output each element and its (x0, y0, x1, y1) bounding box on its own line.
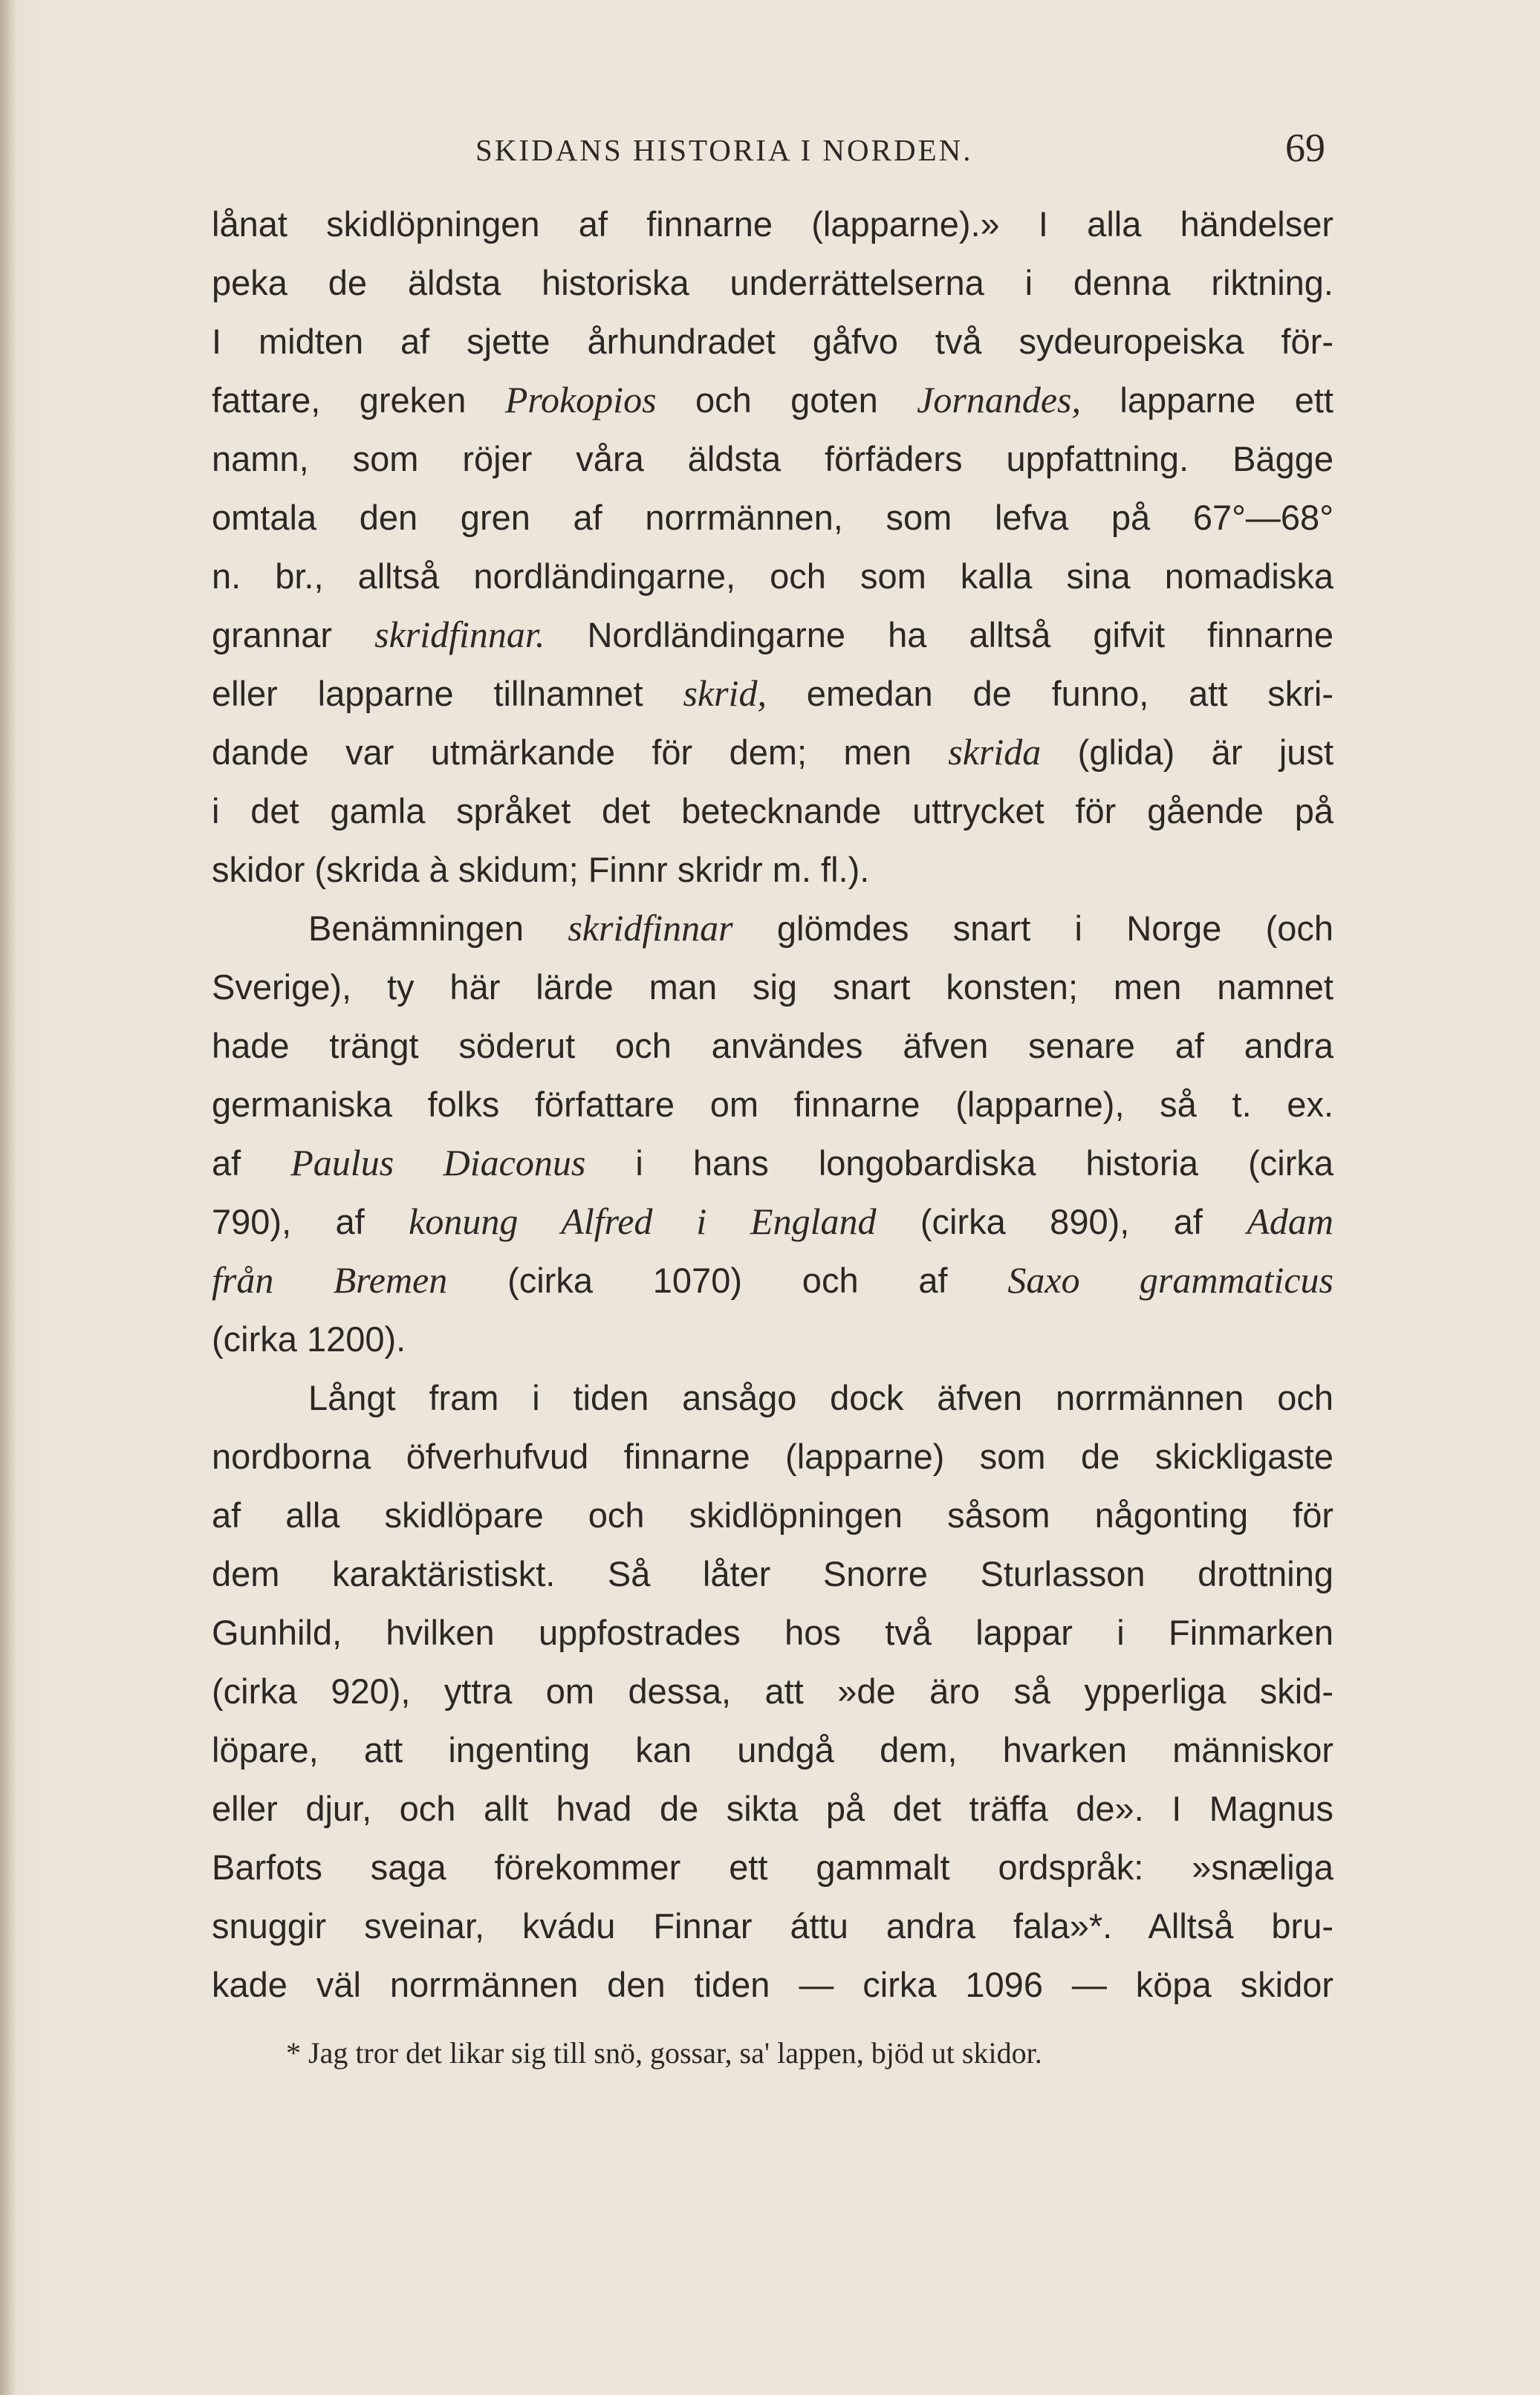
text-line (212, 781, 1333, 840)
text-segment: snuggir sveinar, kvádu Finnar áttu andra fala»*. Alltså bru- (212, 1906, 1333, 1946)
text-segment: peka de äldsta historiska underrättelserna i denna riktning. (212, 263, 1333, 302)
text-line (212, 1897, 1333, 1955)
text-segment: 790), af (212, 1202, 409, 1241)
text-segment: af (212, 1143, 291, 1183)
text-line (212, 1192, 1333, 1251)
running-title: SKIDANS HISTORIA I NORDEN. (475, 133, 973, 167)
text-segment: fattare, greken (212, 380, 505, 420)
text-segment: (cirka 1200). (212, 1319, 406, 1359)
text-segment: eller djur, och allt hvad de sikta på det träffa de». I Magnus (212, 1789, 1333, 1828)
text-segment: löpare, att ingenting kan undgå dem, hvarken människor (212, 1730, 1333, 1770)
text-line (212, 1368, 1333, 1427)
text-segment: Gunhild, hvilken uppfostrades hos två lappar i Finmarken (212, 1613, 1333, 1652)
text-segment: Nordländingarne ha alltså gifvit finnarne (545, 615, 1333, 654)
text-line (212, 1662, 1333, 1720)
text-line (212, 371, 1333, 429)
text-line (212, 1720, 1333, 1779)
text-segment: dem karaktäristiskt. Så låter Snorre Sturlasson drottning (212, 1554, 1333, 1593)
text-segment: (cirka 890), af (876, 1202, 1247, 1241)
text-line (212, 195, 1333, 253)
footnote: * Jag tror det likar sig till snö, gossar, sa' lappen, bjöd ut skidor. (286, 2036, 1042, 2070)
italic-text-segment: skrid, (683, 672, 767, 714)
text-segment: germaniska folks författare om finnarne (lapparne), så t. ex. (212, 1085, 1333, 1124)
text-segment: (glida) är just (1041, 732, 1333, 772)
text-segment: n. br., alltså nordländingarne, och som kalla sina nomadiska (212, 556, 1333, 596)
italic-text-segment: Prokopios (504, 379, 657, 420)
italic-text-segment: Jornandes, (917, 379, 1081, 420)
text-segment: skidor (skrida à skidum; Finnr skridr m. fl.). (212, 850, 870, 889)
italic-text-segment: Adam (1247, 1200, 1333, 1242)
text-segment: lapparne ett (1080, 380, 1333, 420)
body-text (212, 195, 1333, 2014)
text-segment: eller lapparne tillnamnet (212, 674, 683, 713)
text-line (212, 1075, 1333, 1134)
running-head (215, 125, 1330, 177)
italic-text-segment: konung Alfred i England (409, 1200, 877, 1242)
text-segment: (cirka 1070) och af (447, 1261, 1008, 1300)
text-line (212, 899, 1333, 958)
italic-text-segment: Paulus Diaconus (290, 1142, 586, 1183)
text-line (212, 1544, 1333, 1603)
italic-text-segment: skridfinnar (568, 907, 733, 949)
text-line (212, 840, 1333, 899)
italic-text-segment: Saxo grammaticus (1007, 1259, 1333, 1301)
page-number: 69 (1285, 126, 1325, 170)
text-segment: dande var utmärkande för dem; men (212, 732, 949, 772)
text-segment: (cirka 920), yttra om dessa, att »de äro så ypperliga skid- (212, 1671, 1333, 1711)
text-segment: i hans longobardiska historia (cirka (585, 1143, 1333, 1183)
text-line (212, 1310, 1333, 1368)
text-segment: Sverige), ty här lärde man sig snart konsten; men namnet (212, 967, 1333, 1007)
text-line (212, 1016, 1333, 1075)
text-line (212, 664, 1333, 723)
italic-text-segment: skrida (948, 731, 1042, 773)
text-line (212, 1486, 1333, 1544)
text-line (212, 723, 1333, 781)
text-segment: i det gamla språket det betecknande uttrycket för gående på (212, 791, 1333, 831)
text-line (212, 547, 1333, 605)
text-line (212, 1603, 1333, 1662)
text-segment: Benämningen (308, 909, 568, 948)
text-line (212, 958, 1333, 1016)
text-line (212, 1779, 1333, 1838)
text-segment: omtala den gren af norrmännen, som lefva på 67°—68° (212, 498, 1333, 537)
italic-text-segment: skridfinnar. (374, 614, 545, 655)
text-line (212, 488, 1333, 547)
text-segment: lånat skidlöpningen af finnarne (lapparne).» I alla händelser (212, 204, 1333, 244)
text-line (212, 1838, 1333, 1897)
text-line (212, 1134, 1333, 1192)
text-segment: af alla skidlöpare och skidlöpningen såsom någonting för (212, 1495, 1333, 1535)
text-segment: och goten (656, 380, 917, 420)
text-line (212, 1955, 1333, 2014)
text-line (212, 1251, 1333, 1310)
text-line (212, 1427, 1333, 1486)
text-segment: glömdes snart i Norge (och (732, 909, 1333, 948)
text-segment: kade väl norrmännen den tiden — cirka 1096 — köpa skidor (212, 1965, 1333, 2004)
text-line (212, 253, 1333, 312)
text-segment: emedan de funno, att skri- (766, 674, 1333, 713)
text-line (212, 429, 1333, 488)
text-segment: grannar (212, 615, 375, 654)
spine-shadow (0, 0, 16, 2395)
italic-text-segment: från Bremen (212, 1259, 448, 1301)
text-segment: namn, som röjer våra äldsta förfäders uppfattning. Bägge (212, 439, 1333, 478)
text-segment: hade trängt söderut och användes äfven senare af andra (212, 1026, 1333, 1065)
text-segment: nordborna öfverhufvud finnarne (lapparne) som de skickligaste (212, 1437, 1333, 1476)
text-line (212, 312, 1333, 371)
text-segment: Barfots saga förekommer ett gammalt ordspråk: »snæliga (212, 1848, 1333, 1887)
text-segment: I midten af sjette århundradet gåfvo två sydeuropeiska för- (212, 322, 1333, 361)
text-line (212, 605, 1333, 664)
text-segment: Långt fram i tiden ansågo dock äfven norrmännen och (308, 1378, 1333, 1417)
